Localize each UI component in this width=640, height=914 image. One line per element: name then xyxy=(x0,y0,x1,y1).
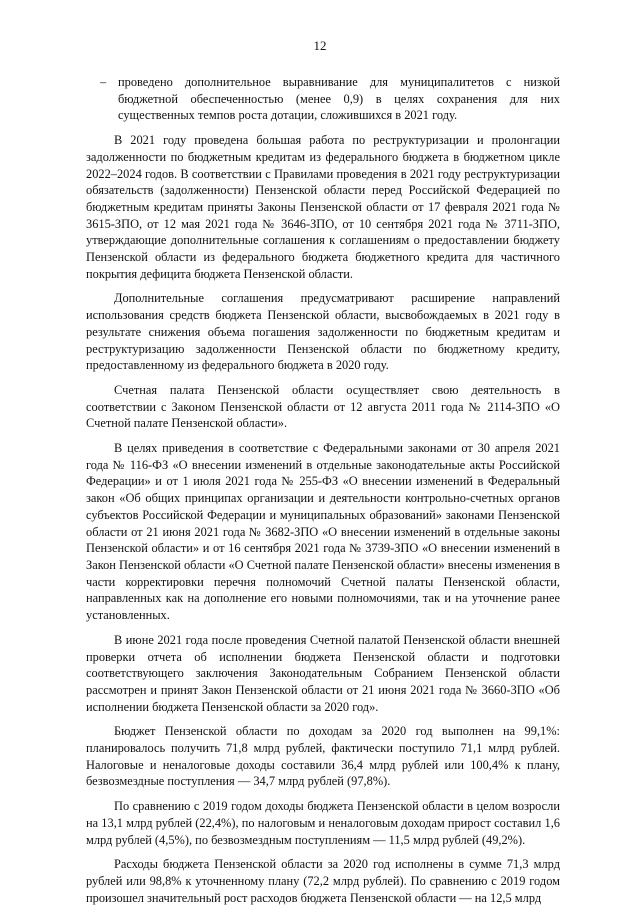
bullet-text: проведено дополнительное выравнивание для муниципалитетов с низкой бюджетной обеспеченностью (менее 0,9) в целях сохранения для них существенных темпов роста дотации, сложившихся в 2021 году. xyxy=(118,75,560,123)
paragraph-restructuring: В 2021 году проведена большая работа по реструктуризации и пролонгации задолженности по бюджетным кредитам из федерального бюджета в бюджетном цикле 2022–2024 годов. В соответствии с Правилами проведения в 2021 году реструктуризации обязательств (задолженности) Пензенской области перед Российской Федерацией по бюджетным кредитам приняты Законы Пензенской области от 17 февраля 2021 года № 3615-ЗПО, от 12 мая 2021 года № 3646-ЗПО, от 10 сентября 2021 года № 3711-ЗПО, утверждающие дополнительные соглашения к соглашениям о предоставлении бюджету Пензенской области из федерального бюджета бюджетного кредита для частичного покрытия дефицита бюджета Пензенской области. xyxy=(86,133,560,281)
paragraph-additional-agreements: Дополнительные соглашения предусматривают расширение направлений использования средств бюджета Пензенской области, высвобождаемых в 2021 году в результате снижения объема погашения задолженности по бюджетным кредитам и реструктуризацию задолженности Пензенской области по бюджетному кредиту, предоставленному из федерального бюджета в 2020 году. xyxy=(86,291,560,373)
paragraph-federal-laws: В целях приведения в соответствие с Федеральными законами от 30 апреля 2021 года № 116-ФЗ «О внесении изменений в отдельные законодательные акты Российской Федерации» и от 1 июля 2021 года № 255-ФЗ «О внесении изменений в Федеральный закон «Об общих принципах организации и деятельности контрольно-счетных органов субъектов Российской Федерации и муниципальных образований» законами Пензенской области от 21 июня 2021 года № 3682-ЗПО «О внесении изменений в отдельные законы Пензенской области» и от 16 сентября 2021 года № 3739-ЗПО «О внесении изменений в Закон Пензенской области «О Счетной палате Пензенской области» внесены изменения в части корректировки перечня полномочий Счетной палаты Пензенской области, направленных как на дополнение его новыми полномочиями, так и на уточнение ранее установленных. xyxy=(86,441,560,623)
page-number: 12 xyxy=(313,38,327,53)
paragraph-revenue-comparison: По сравнению с 2019 годом доходы бюджета Пензенской области в целом возросли на 13,1 млрд рублей (22,4%), по налоговым и неналоговым доходам прирост составил 1,6 млрд рублей (4,5%), по безвозмездным поступлениям — 11,5 млрд рублей (49,2%). xyxy=(86,799,560,847)
document-body xyxy=(86,74,560,914)
paragraph-expenditures: Расходы бюджета Пензенской области за 2020 год исполнены в сумме 71,3 млрд рублей или 98,8% к уточненному плану (72,2 млрд рублей). По сравнению с 2019 годом произошел значительный рост расходов бюджета Пензенской области — на 12,5 млрд xyxy=(86,857,560,905)
paragraph-budget-execution-law: В июне 2021 года после проведения Счетной палатой Пензенской области внешней проверки отчета об исполнении бюджета Пензенской области и подготовки соответствующего заключения Законодательным Собранием Пензенской области рассмотрен и принят Закон Пензенской области от 21 июня 2021 года № 3660-ЗПО «Об исполнении бюджета Пензенской области за 2020 год». xyxy=(86,632,560,714)
bullet-item xyxy=(86,74,560,124)
paragraph-revenue-2020: Бюджет Пензенской области по доходам за 2020 год выполнен на 99,1%: планировалось получить 71,8 млрд рублей, фактически поступило 71,1 млрд рублей. Налоговые и неналоговые доходы составили 36,4 млрд рублей или 100,4% к плану, безвозмездные поступления — 34,7 млрд рублей (97,8%). xyxy=(86,724,560,789)
bullet-dash: – xyxy=(100,75,107,89)
paragraph-audit-chamber: Счетная палата Пензенской области осуществляет свою деятельность в соответствии с Законом Пензенской области от 12 августа 2011 года № 2114-ЗПО «О Счетной палате Пензенской области». xyxy=(86,382,560,431)
